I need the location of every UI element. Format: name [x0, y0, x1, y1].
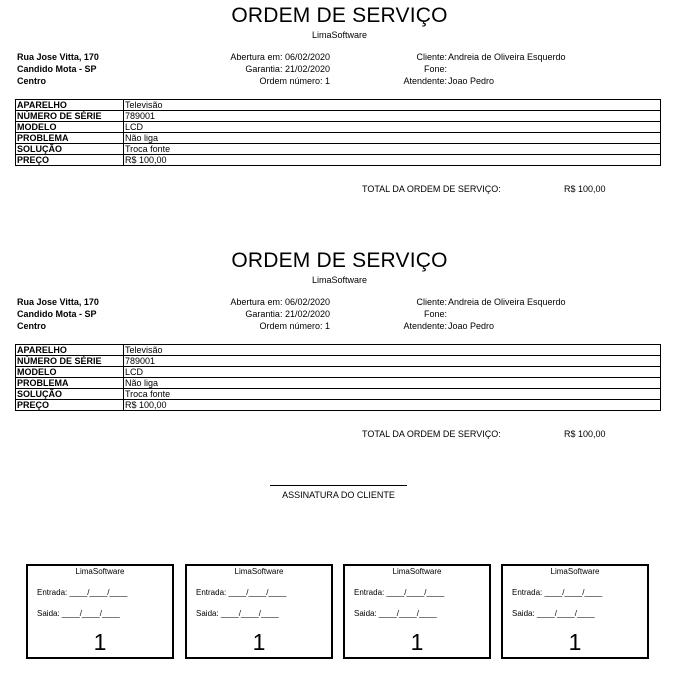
detail-label: SOLUÇÃO [16, 144, 124, 155]
detail-value: R$ 100,00 [124, 155, 661, 166]
ticket-exit-date: Saida: ____/____/____ [196, 609, 279, 618]
company-address [17, 51, 99, 87]
opening-date: Abertura em: 06/02/2020 [230, 52, 330, 62]
client-values [448, 296, 566, 332]
detail-label: MODELO [16, 122, 124, 133]
detail-label: PROBLEMA [16, 133, 124, 144]
total-label: TOTAL DA ORDEM DE SERVIÇO: [362, 429, 501, 439]
ticket-brand: LimaSoftware [550, 567, 600, 576]
attendant-name: Joao Pedro [448, 76, 495, 86]
address-district: Centro [17, 76, 46, 86]
detail-value: LCD [124, 122, 661, 133]
total-value: R$ 100,00 [564, 184, 606, 194]
detail-value: Não liga [124, 378, 661, 389]
client-label: Cliente: [416, 52, 447, 62]
claim-ticket-1 [26, 564, 174, 659]
detail-value: Televisão [124, 345, 661, 356]
ticket-number: 1 [93, 629, 107, 655]
order-brand: LimaSoftware [311, 30, 368, 40]
attendant-label: Atendente: [403, 76, 447, 86]
ticket-entry-date: Entrada: ____/____/____ [354, 588, 445, 597]
client-values [448, 51, 566, 87]
ticket-brand: LimaSoftware [392, 567, 442, 576]
table-row [16, 378, 661, 389]
table-row [16, 389, 661, 400]
attendant-name: Joao Pedro [448, 321, 495, 331]
ticket-number: 1 [568, 629, 582, 655]
details-table [15, 344, 661, 411]
order-title: ORDEM DE SERVIÇO [231, 4, 448, 27]
table-row [16, 400, 661, 411]
detail-value: Televisão [124, 100, 661, 111]
address-street: Rua Jose Vitta, 170 [17, 297, 99, 307]
opening-date: Abertura em: 06/02/2020 [230, 297, 330, 307]
ticket-exit-date: Saida: ____/____/____ [37, 609, 120, 618]
detail-value: Troca fonte [124, 144, 661, 155]
attendant-label: Atendente: [403, 321, 447, 331]
client-labels [300, 51, 447, 87]
detail-label: NÚMERO DE SÉRIE [16, 111, 124, 122]
detail-value: Não liga [124, 133, 661, 144]
detail-label: NÚMERO DE SÉRIE [16, 356, 124, 367]
detail-label: PREÇO [16, 400, 124, 411]
order-number: Ordem número: 1 [259, 321, 330, 331]
detail-label: APARELHO [16, 345, 124, 356]
detail-value: R$ 100,00 [124, 400, 661, 411]
client-phone [448, 63, 566, 75]
table-row [16, 100, 661, 111]
address-district: Centro [17, 321, 46, 331]
claim-ticket-3 [343, 564, 491, 659]
total-value: R$ 100,00 [564, 429, 606, 439]
ticket-exit-date: Saida: ____/____/____ [354, 609, 437, 618]
details-table [15, 99, 661, 166]
client-signature-line: ASSINATURA DO CLIENTE [270, 485, 407, 501]
address-street: Rua Jose Vitta, 170 [17, 52, 99, 62]
warranty-date: Garantia: 21/02/2020 [245, 64, 330, 74]
order-number: Ordem número: 1 [259, 76, 330, 86]
table-row [16, 356, 661, 367]
table-row [16, 345, 661, 356]
detail-value: 789001 [124, 111, 661, 122]
detail-label: PROBLEMA [16, 378, 124, 389]
address-city: Candido Mota - SP [17, 64, 97, 74]
client-phone [448, 308, 566, 320]
table-row [16, 111, 661, 122]
order-brand: LimaSoftware [311, 275, 368, 285]
detail-label: PREÇO [16, 155, 124, 166]
phone-label: Fone: [423, 64, 447, 74]
address-city: Candido Mota - SP [17, 309, 97, 319]
detail-value: LCD [124, 367, 661, 378]
detail-label: MODELO [16, 367, 124, 378]
claim-ticket-2 [185, 564, 333, 659]
table-row [16, 367, 661, 378]
claim-ticket-4 [501, 564, 649, 659]
ticket-entry-date: Entrada: ____/____/____ [196, 588, 287, 597]
detail-value: 789001 [124, 356, 661, 367]
order-title: ORDEM DE SERVIÇO [231, 249, 448, 272]
ticket-brand: LimaSoftware [75, 567, 125, 576]
detail-value: Troca fonte [124, 389, 661, 400]
ticket-number: 1 [410, 629, 424, 655]
table-row [16, 155, 661, 166]
total-label: TOTAL DA ORDEM DE SERVIÇO: [362, 184, 501, 194]
detail-label: APARELHO [16, 100, 124, 111]
client-labels [300, 296, 447, 332]
ticket-number: 1 [252, 629, 266, 655]
company-address [17, 296, 99, 332]
ticket-entry-date: Entrada: ____/____/____ [512, 588, 603, 597]
table-row [16, 144, 661, 155]
table-row [16, 133, 661, 144]
ticket-entry-date: Entrada: ____/____/____ [37, 588, 128, 597]
warranty-date: Garantia: 21/02/2020 [245, 309, 330, 319]
table-row [16, 122, 661, 133]
ticket-exit-date: Saida: ____/____/____ [512, 609, 595, 618]
client-label: Cliente: [416, 297, 447, 307]
client-name: Andreia de Oliveira Esquerdo [448, 297, 566, 307]
phone-label: Fone: [423, 309, 447, 319]
ticket-brand: LimaSoftware [234, 567, 284, 576]
client-name: Andreia de Oliveira Esquerdo [448, 52, 566, 62]
detail-label: SOLUÇÃO [16, 389, 124, 400]
